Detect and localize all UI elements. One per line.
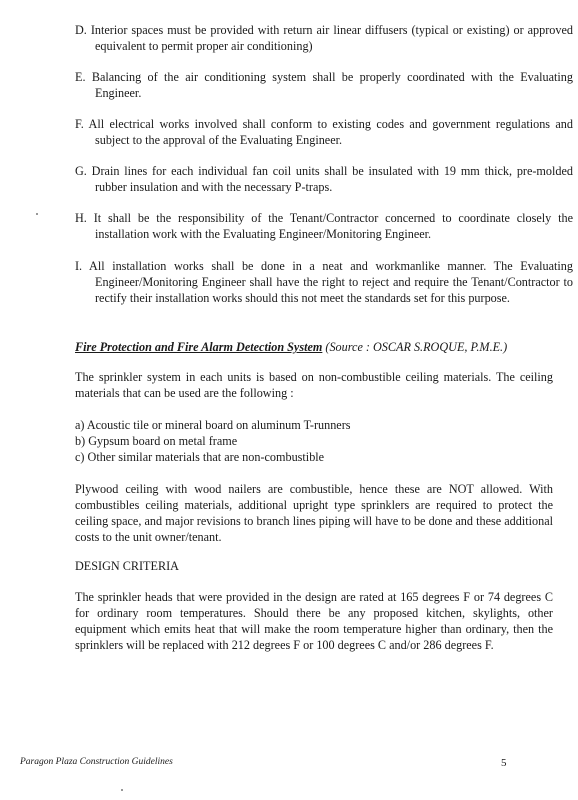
- fire-heading-source: (Source : OSCAR S.ROQUE, P.M.E.): [325, 340, 508, 354]
- item-letter: F.: [75, 117, 84, 131]
- item-i: [75, 258, 573, 306]
- item-h: [75, 210, 573, 242]
- list-item: c) Other similar materials that are non-combustible: [75, 450, 325, 464]
- design-criteria-heading: DESIGN CRITERIA: [75, 559, 179, 573]
- item-text: Balancing of the air conditioning system shall be properly coordinated with the Evaluating Engineer.: [91, 70, 573, 100]
- item-letter: D.: [75, 23, 87, 37]
- item-text: It shall be the responsibility of the Tenant/Contractor concerned to coordinate closely the installation work with the Evaluating Engineer/Monitoring Engineer.: [93, 211, 574, 241]
- fire-section-heading: [75, 339, 553, 355]
- item-f: [75, 116, 573, 148]
- fire-intro-paragraph: The sprinkler system in each units is based on non-combustible ceiling materials. The ceiling materials that can be used are the following :: [75, 370, 553, 400]
- item-text: All installation works shall be done in a neat and workmanlike manner. The Evaluating Engineer/Monitoring Engineer shall have the right to reject and require the Tenant/Contractor to rectify their installation works should this not meet the standards set for this purpose.: [89, 259, 573, 305]
- design-criteria-paragraph: The sprinkler heads that were provided in the design are rated at 165 degrees F or 74 degrees C for ordinary room temperatures. Should there be any proposed kitchen, skylights, other equipment which emits heat that will make the room temperature higher than ordinary, then the sprinklers will be replaced with 212 degrees F or 100 degrees C and/or 286 degrees F.: [75, 590, 553, 652]
- item-letter: E.: [75, 70, 86, 84]
- list-item: b) Gypsum board on metal frame: [75, 434, 238, 448]
- item-text: All electrical works involved shall conform to existing codes and government regulations and subject to the approval of the Evaluating Engineer.: [88, 117, 573, 147]
- item-text: Interior spaces must be provided with return air linear diffusers (typical or existing) or approved equivalent to permit proper air conditioning): [90, 23, 573, 53]
- item-d: [75, 22, 573, 54]
- item-g: [75, 163, 573, 195]
- footer-title: Paragon Plaza Construction Guidelines: [20, 757, 173, 767]
- plywood-paragraph: Plywood ceiling with wood nailers are combustible, hence these are NOT allowed. With combustibles ceiling materials, additional upright type sprinklers are required to protect the ceiling space, and major revisions to branch lines piping will have to be done and these additional costs to the unit owner/tenant.: [75, 482, 553, 544]
- ceiling-materials-list: [75, 417, 553, 465]
- item-letter: I.: [75, 259, 83, 273]
- page-number: 5: [501, 757, 507, 769]
- scan-speck: [36, 213, 38, 215]
- list-item: a) Acoustic tile or mineral board on aluminum T-runners: [75, 418, 351, 432]
- scan-speck: [121, 789, 123, 791]
- item-text: Drain lines for each individual fan coil units shall be insulated with 19 mm thick, pre-molded rubber insulation and with the necessary P-traps.: [91, 164, 573, 194]
- item-letter: G.: [75, 164, 87, 178]
- fire-heading-title: Fire Protection and Fire Alarm Detection System: [75, 340, 323, 354]
- item-e: [75, 69, 573, 101]
- item-letter: H.: [75, 211, 87, 225]
